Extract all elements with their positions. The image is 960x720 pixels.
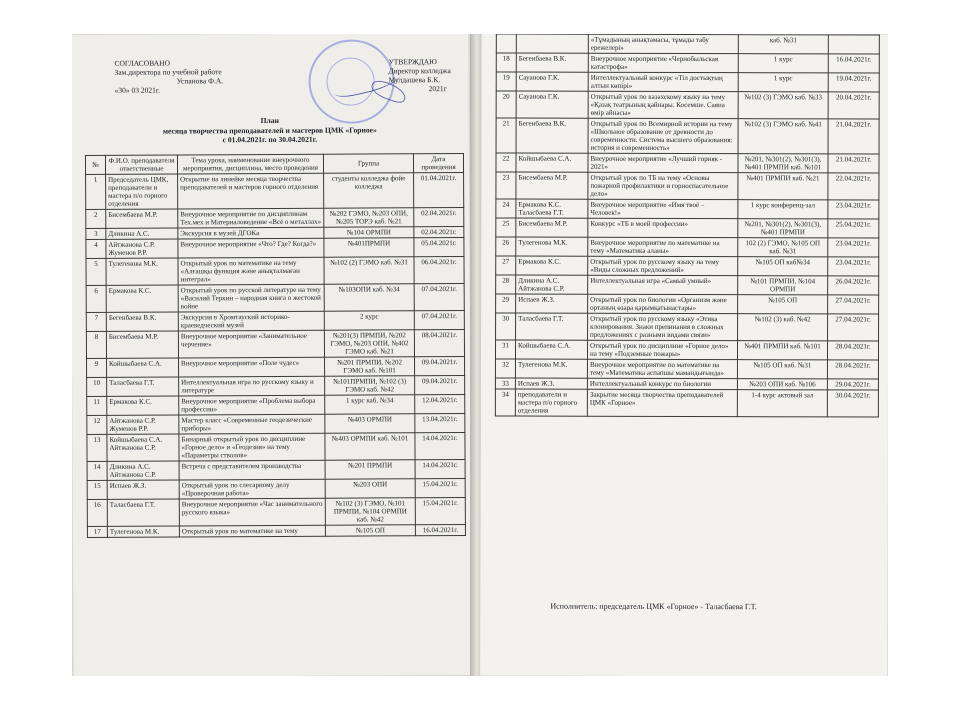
cell-date: 30.04.2021г. <box>827 390 878 417</box>
cell-topic: Открытый урок по казахскому языку на тему «Қазақ театрының қайнары. Косемше. Саяна өмір айнасы» <box>588 91 738 118</box>
table-row <box>496 172 879 200</box>
table-row <box>87 432 465 461</box>
page-left <box>72 34 472 676</box>
cell-num: 11 <box>87 396 107 415</box>
table-row <box>86 237 464 258</box>
table-row <box>87 413 465 434</box>
cell-name: Дликина А.С. Айтжанова С.Р. <box>107 461 179 480</box>
cell-num: 29 <box>496 294 516 313</box>
cell-date: 15.04.2021г. <box>415 497 465 524</box>
cell-num: 28 <box>496 275 516 294</box>
col-header-group: Группа <box>323 154 413 173</box>
cell-name: Таласбаева Г.Т. <box>107 499 179 526</box>
cell-group: №403 ОРМПИ <box>325 414 415 433</box>
table-row <box>87 375 465 396</box>
cell-name: Председатель ЦМК, преподаватели и мастера п/о горного отделения <box>106 174 178 209</box>
cell-num: 18 <box>496 53 516 72</box>
col-header-topic: Тема урока, наименование внеурочного мероприятия, дисциплина, место проведения <box>177 154 323 174</box>
cell-group: №103ОПИ каб. №34 <box>324 284 414 311</box>
cell-name: Бегенбаева В.К. <box>516 118 588 153</box>
cell-group: №201 ПРМПИ, №202 ГЭМО каб. №101 <box>325 357 415 376</box>
plan-title-line2: месяца творчества преподавателей и мастеров ЦМК «Горное» <box>162 124 377 136</box>
cell-date: 27.04.2021г. <box>828 314 879 341</box>
cell-num: 34 <box>495 389 515 416</box>
approval-right-role: Директор колледжа <box>388 66 451 76</box>
col-header-name: Ф.И.О. преподавателя ответственные <box>105 155 177 174</box>
cell-name <box>516 34 588 53</box>
table-row <box>496 313 879 341</box>
cell-group: №105 ОП каб. №31 <box>737 360 827 379</box>
cell-topic: Внеурочное мероприятие по математике на тему «Математика аланы» <box>588 237 738 256</box>
cell-date: 20.04.2021г. <box>828 92 879 119</box>
cell-group: №105 ОП каб№34 <box>738 257 828 276</box>
cell-topic: Встреча с представителем производства <box>179 460 325 480</box>
table-row <box>87 478 465 499</box>
cell-topic: Интеллектуальная игра «Самый умный» <box>588 275 738 294</box>
cell-num: 19 <box>496 72 516 91</box>
cell-date: 13.04.2021г. <box>415 413 465 432</box>
cell-topic: Внеурочное мероприятие «Что? Где? Когда?» <box>178 238 324 258</box>
cell-group: №401ПРМПИ <box>324 238 414 257</box>
cell-group: №102 (3) ГЭМО каб. №41 <box>738 119 828 154</box>
table-row <box>496 199 879 219</box>
cell-topic: «Тұмадының анықтамасы, тұмады табу ережелері» <box>588 34 738 53</box>
cell-name: Ермакова К.С. <box>106 285 178 312</box>
cell-name: Испаев Ж.З. <box>516 294 588 313</box>
page-right <box>480 34 888 676</box>
cell-date: 09.04.2021г. <box>415 375 465 394</box>
cell-name: Ермакова К.С. <box>516 256 588 275</box>
cell-group: №105 ОП <box>325 525 415 536</box>
cell-num: 20 <box>496 91 516 118</box>
approval-left <box>114 58 223 95</box>
table-row <box>87 459 465 480</box>
cell-topic: Внеурочное мероприятие «Имя твоё – Человек!» <box>588 199 738 218</box>
cell-date: 29.04.2021г. <box>827 379 878 390</box>
cell-topic: Открытый урок по русской литературе на тему «Василий Теркин – народная книга о жестокой войне <box>178 284 324 312</box>
table-row <box>496 275 879 295</box>
cell-topic: Внеурочное мероприятие «Чернобыльская катастрофа» <box>588 53 738 72</box>
cell-num: 26 <box>496 237 516 256</box>
cell-date: 23.04.2021г. <box>828 257 879 276</box>
cell-group: каб. №31 <box>738 35 828 54</box>
cell-date: 14.04.2021г. <box>415 459 465 478</box>
cell-date: 21.04.2021г. <box>828 119 879 154</box>
approval-right-date: 2021г <box>428 84 447 94</box>
cell-name: Тулегенова М.К. <box>516 237 588 256</box>
cell-topic: Открытый урок по математике на тему «Алғашқы функция және анықталмаған интеграл» <box>178 257 324 285</box>
cell-name: Таласбаева Г.Т. <box>516 313 588 340</box>
cell-group: №201 ПРМПИ <box>325 460 415 479</box>
cell-name: Испаев Ж.З. <box>515 378 587 389</box>
cell-group: №101ПРМПИ, №102 (3) ГЭМО каб. №42 <box>325 376 415 395</box>
table-row <box>496 294 879 314</box>
table-row <box>496 118 879 154</box>
cell-name: Дликина А.С. Айтжанова С.Р. <box>516 275 588 294</box>
plan-table-left-body <box>86 172 466 537</box>
cell-date: 22.04.2021г. <box>828 173 879 200</box>
cell-date: 08.04.2021г. <box>414 329 464 356</box>
cell-topic: Внеурочное мероприятие по дисциплинам Тех.мех и Материаловедение «Всё о металлах» <box>178 208 324 228</box>
cell-name: Койшыбаева С.А. <box>107 358 179 377</box>
cell-topic: Открытый урок по Всемирной истории на тему «Школьное образование от древности до современности. Система высшего образования: история и современность» <box>588 118 738 153</box>
cell-name: Койшыбаева С.А. <box>515 340 587 359</box>
cell-name: Сауанова Г.К. <box>516 72 588 91</box>
table-row <box>496 256 879 276</box>
table-row <box>87 356 465 377</box>
cell-num: 23 <box>496 172 516 199</box>
cell-name: преподаватели и мастера п/о горного отделения <box>515 389 587 416</box>
col-header-num: № <box>85 155 105 174</box>
cell-date: 19.04.2021г. <box>828 73 879 92</box>
cell-date: 21.04.2021г. <box>828 154 879 173</box>
cell-group: 1 курс <box>738 54 828 73</box>
cell-date: 14.04.2021г. <box>415 432 465 459</box>
approval-left-word: СОГЛАСОВАНО <box>114 58 171 68</box>
cell-name: Айтжанова С.Р. Жуменов Р.Р. <box>107 415 179 434</box>
cell-topic: Открытый урок по русскому языку «Этика клонирования. Знаки препинания в сложных предложениях с разными видами связи» <box>588 313 738 340</box>
cell-date: 28.04.2021г. <box>827 360 878 379</box>
cell-num: 12 <box>87 415 107 434</box>
cell-topic: Интеллектуальный конкурс по биологии <box>587 378 737 389</box>
cell-date: 16.04.2021г. <box>828 54 879 73</box>
cell-topic: Внеурочное мероприятие по математике на тему «Математика аспапшы мамандығында» <box>587 359 737 378</box>
cell-topic: Экскурсия в Хромтауский историко-краеведческий музей <box>178 311 324 331</box>
table-row <box>496 72 879 92</box>
cell-num: 6 <box>86 285 106 312</box>
cell-name: Тулегенова М.К. <box>107 526 179 537</box>
cell-group: №401 ПРМПИ каб. №21 <box>738 173 828 200</box>
plan-table-right <box>495 34 880 418</box>
cell-topic: Открытый урок по слесарному делу «Проверочная работа» <box>179 479 325 499</box>
cell-group: №102 (3) каб. №42 <box>738 314 828 341</box>
approval-left-role: Зам.директора по учебной работе <box>114 67 222 77</box>
table-row <box>86 172 464 209</box>
cell-name: Тулегенова М.К. <box>106 258 178 285</box>
approval-right-signer: Мулдашева Б.К. <box>388 75 441 85</box>
plan-table-left <box>85 153 466 538</box>
executor-line: Исполнитель: председатель ЦМК «Горное» - Таласбаева Г.Т. <box>550 601 757 612</box>
cell-group: №101 ПРМПИ, №104 ОРМПИ <box>738 276 828 295</box>
table-row <box>495 340 878 360</box>
table-row <box>86 283 464 312</box>
table-row <box>86 256 464 285</box>
cell-group: №201(3) ПРМПИ, №202 ГЭМО, №203 ОПИ, №402 ГЭМО каб. №21 <box>324 330 414 357</box>
cell-group: 1 курс <box>738 73 828 92</box>
cell-topic: Конкурс «ТБ в моей профессии» <box>588 218 738 237</box>
cell-num: 30 <box>496 313 516 340</box>
cell-date: 02.04.2021г. <box>414 207 464 226</box>
cell-topic: Бинарный открытый урок по дисциплине «Горное дело» и «Геодезия» на тему «Параметры стволов» <box>179 433 325 461</box>
document-photo <box>72 34 888 676</box>
cell-date: 25.04.2021г. <box>828 219 879 238</box>
cell-group: №401 ПРМПИ каб. №101 <box>737 341 827 360</box>
cell-group: №104 ОРМПИ <box>324 227 414 238</box>
cell-num: 8 <box>86 331 106 358</box>
cell-num: 16 <box>87 499 107 526</box>
cell-date: 07.04.2021г. <box>414 310 464 329</box>
cell-num: 17 <box>87 526 107 537</box>
cell-date: 05.04.2021г. <box>414 237 464 256</box>
cell-topic: Интеллектуальный конкурс «Тіл достықтың алтын көпірі» <box>588 72 738 91</box>
cell-num: 3 <box>86 228 106 239</box>
table-row <box>496 153 879 173</box>
cell-name: Дликина А.С. <box>106 228 178 239</box>
cell-date: 12.04.2021г. <box>415 394 465 413</box>
cell-name: Бисембаева М.Р. <box>106 209 178 228</box>
approval-left-date: «30» 03 2021г. <box>114 85 160 95</box>
cell-num <box>496 34 516 53</box>
cell-name: Тулегенова М.К. <box>515 359 587 378</box>
cell-topic: Внеурочное мероприятие «Поле чудес» <box>179 357 325 377</box>
cell-date: 16.04.2021г. <box>415 524 465 535</box>
cell-num: 15 <box>87 480 107 499</box>
cell-group: 1 курс каб. №34 <box>325 395 415 414</box>
plan-title-line3: с 01.04.2021г. по 30.04.2021г. <box>222 134 318 145</box>
cell-num: 21 <box>496 118 516 153</box>
cell-name: Айтжанова С.Р. Жуменов Р.Р. <box>106 239 178 258</box>
cell-group: №203 ОПИ каб. №106 <box>737 379 827 390</box>
cell-num: 32 <box>495 359 515 378</box>
cell-date: 23.04.2021г. <box>828 200 879 219</box>
cell-topic: Внеурочное мероприятие «Проблема выбора профессии» <box>179 395 325 415</box>
cell-date <box>828 35 879 54</box>
table-row <box>496 53 879 73</box>
cell-date: 01.04.2021г. <box>414 172 464 207</box>
cell-name: Бисембаева М.Р. <box>106 331 178 358</box>
cell-topic: Внеурочное мероприятие «Занимательное черчение» <box>178 330 324 358</box>
cell-date: 26.04.2021г. <box>828 276 879 295</box>
table-row <box>495 359 878 379</box>
cell-group: №203 ОПИ <box>325 479 415 498</box>
approval-right <box>388 57 450 93</box>
cell-topic: Мастер класс «Современные геодезические приборы» <box>179 414 325 434</box>
cell-num: 14 <box>87 461 107 480</box>
cell-topic: Внеурочное мероприятие «Лучший горняк - 2021» <box>588 153 738 172</box>
cell-group: 2 курс <box>324 311 414 330</box>
cell-name: Ермакова К.С. <box>107 396 179 415</box>
cell-topic: Закрытие месяца творчества преподавателей ЦМК «Горное» <box>587 389 737 416</box>
table-row <box>87 497 465 526</box>
cell-topic: Экскурсия в музей ДГОКа <box>178 227 324 239</box>
table-row <box>496 91 879 119</box>
cell-topic: Внеурочное мероприятие «Час занимательного русского языка» <box>179 498 325 526</box>
cell-name: Бегенбаева В.К. <box>106 312 178 331</box>
plan-title-line1: План <box>260 115 279 126</box>
cell-topic: Открытый урок по математике на тему <box>179 525 325 537</box>
cell-num: 9 <box>87 358 107 377</box>
approval-right-word: УТВЕРЖДАЮ <box>388 57 437 67</box>
cell-date: 15.04.2021г. <box>415 478 465 497</box>
cell-num: 10 <box>87 377 107 396</box>
cell-num: 25 <box>496 218 516 237</box>
table-row <box>496 237 879 257</box>
cell-num: 1 <box>86 174 106 209</box>
cell-num: 7 <box>86 312 106 331</box>
table-row <box>495 389 878 417</box>
cell-num: 2 <box>86 209 106 228</box>
cell-num: 4 <box>86 239 106 258</box>
cell-group: №102 (3) ГЭМО каб. №33 <box>738 92 828 119</box>
table-row <box>87 394 465 415</box>
cell-num: 22 <box>496 153 516 172</box>
cell-group: 102 (2) ГЭМО, №105 ОП каб. №31 <box>738 238 828 257</box>
table-row <box>496 34 879 54</box>
cell-group: студенты колледжа фойе колледжа <box>324 173 414 208</box>
cell-group: №201, №301(2), №301(3), №401 ПРМПИ каб. №101 <box>738 154 828 173</box>
page-fold <box>470 34 481 676</box>
cell-topic: Открытие на линейке месяца творчества преподавателей и мастеров горного отделения <box>178 173 324 209</box>
col-header-date: Дата проведения <box>413 153 463 172</box>
cell-topic: Открытый урок по биологии «Организм және ортаның өзара қарымқатынастары» <box>588 294 738 313</box>
cell-date: 09.04.2021г. <box>415 356 465 375</box>
approval-left-signer: Успанова Ф.А. <box>176 76 224 86</box>
cell-group: №201, №301(2), №301(3), №401 ПРМПИ <box>738 219 828 238</box>
cell-date: 23.04.2021г. <box>828 238 879 257</box>
cell-topic: Открытый урок по дисциплине «Горное дело» на тему «Подземные пожары» <box>587 340 737 359</box>
cell-date: 07.04.2021г. <box>414 283 464 310</box>
cell-group: 1 курс конференц-зал <box>738 200 828 219</box>
cell-group: №102 (2) ГЭМО каб. №31 <box>324 257 414 284</box>
cell-group: №403 ОРМПИ каб. №101 <box>325 433 415 460</box>
cell-num: 33 <box>495 378 515 389</box>
cell-name: Испаев Ж.З. <box>107 480 179 499</box>
cell-num: 31 <box>495 340 515 359</box>
cell-topic: Открытый урок по русскому языку на тему «Виды сложных предложений» <box>588 256 738 275</box>
cell-num: 13 <box>87 434 107 461</box>
cell-topic: Открытый урок по ТБ на тему «Основы пожарной профилактики и горноспасательное дело» <box>588 172 738 199</box>
cell-topic: Интеллектуальная игра по русскому языку и литературе <box>179 376 325 396</box>
cell-num: 27 <box>496 256 516 275</box>
cell-date: 06.04.2021г. <box>414 256 464 283</box>
cell-name: Сауанова Г.К. <box>516 91 588 118</box>
table-row <box>86 207 464 228</box>
cell-group: 1-4 курс актовый зал <box>737 390 827 417</box>
table-header-row <box>85 153 463 174</box>
cell-name: Таласбаева Г.Т. <box>107 377 179 396</box>
table-row <box>496 218 879 238</box>
cell-group: №105 ОП <box>738 295 828 314</box>
table-row <box>86 310 464 331</box>
cell-name: Бисембаева М.Р. <box>516 218 588 237</box>
cell-group: №202 ГЭМО, №203 ОПИ, №205 ТОРЭ каб. №21 <box>324 208 414 227</box>
cell-name: Ермакова К.С. Таласбаева Г.Т. <box>516 199 588 218</box>
table-row <box>87 524 465 537</box>
cell-date: 02.04.2021г. <box>414 226 464 237</box>
cell-date: 28.04.2021г. <box>827 341 878 360</box>
cell-num: 5 <box>86 258 106 285</box>
cell-group: №102 (3) ГЭМО, №101 ПРМПИ, №104 ОРМПИ каб. №42 <box>325 498 415 525</box>
cell-name: Койшыбаева С.А. Айтжанова С.Р. <box>107 434 179 461</box>
cell-date: 27.04.2021г. <box>828 295 879 314</box>
cell-name: Бисембаева М.Р. <box>516 172 588 199</box>
plan-title <box>72 115 469 146</box>
table-row <box>86 329 464 358</box>
cell-name: Бегенбаева В.К. <box>516 53 588 72</box>
cell-name: Койшыбаева С.А. <box>516 153 588 172</box>
cell-num: 24 <box>496 199 516 218</box>
plan-table-right-body <box>495 34 879 417</box>
